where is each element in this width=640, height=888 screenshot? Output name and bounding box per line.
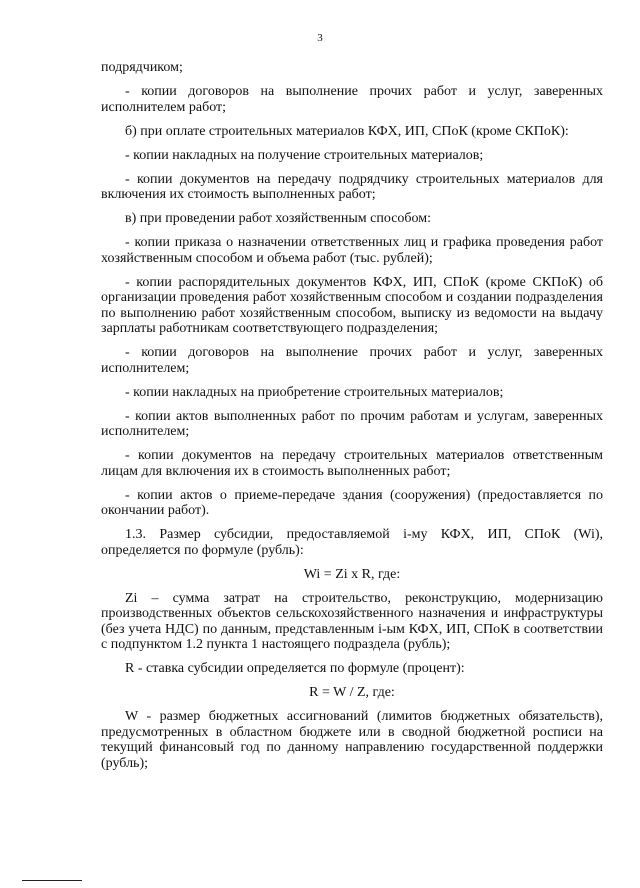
- list-item: - копии накладных на получение строительных материалов;: [125, 147, 484, 163]
- list-item: - копии договоров на выполнение прочих работ и услуг, заверенных исполнителем;: [101, 345, 603, 376]
- footnote-rule: [22, 880, 82, 881]
- list-item: - копии документов на передачу строительных материалов ответственным лицам для включения их в стоимость выполненных работ;: [101, 448, 603, 479]
- definition-w: W - размер бюджетных ассигнований (лимитов бюджетных обязательств), предусмотренных в областном бюджете или в сводной бюджетной росписи на текущий финансовый год по данному направлению государственной поддержки (рубль);: [101, 709, 603, 771]
- definition-zi: Zi – сумма затрат на строительство, реконструкцию, модернизацию производственных объектов сельскохозяйственного назначения и инфраструктуры (без учета НДС) по данным, представленным i-ым КФХ, ИП, СПоК в соответствии с подпунктом 1.2 пункта 1 настоящего подраздела (рубль);: [101, 590, 603, 652]
- formula-r: R = W / Z, где:: [309, 685, 395, 700]
- list-item: - копии накладных на приобретение строительных материалов;: [125, 384, 504, 400]
- list-item: - копии договоров на выполнение прочих работ и услуг, заверенных исполнителем работ;: [101, 84, 603, 115]
- list-item: - копии актов о приеме-передаче здания (сооружения) (предоставляется по окончании работ).: [101, 487, 603, 518]
- page-number: 3: [317, 32, 323, 44]
- document-body: [101, 60, 603, 780]
- section-paragraph: 1.3. Размер субсидии, предоставляемой i-му КФХ, ИП, СПоК (Wi), определяется по формуле (рубль):: [101, 527, 603, 558]
- subheading: б) при оплате строительных материалов КФХ, ИП, СПоК (кроме СКПоК):: [125, 123, 569, 139]
- list-item: - копии актов выполненных работ по прочим работам и услугам, заверенных исполнителем;: [101, 408, 603, 439]
- subheading: в) при проведении работ хозяйственным способом:: [125, 211, 432, 226]
- list-item: - копии приказа о назначении ответственных лиц и графика проведения работ хозяйственным способом и объема работ (тыс. рублей);: [101, 235, 603, 266]
- formula-wi: Wi = Zi x R, где:: [303, 566, 401, 582]
- list-item: - копии распорядительных документов КФХ, ИП, СПоК (кроме СКПоК) об организации проведения работ хозяйственным способом и создании подразделения по выполнению работ хозяйственным способом, выписку из ведомости на выдачу зарплаты работникам соответствующего подразделения;: [101, 274, 603, 336]
- list-item: - копии документов на передачу подрядчику строительных материалов для включения их стоимость выполненных работ;: [101, 171, 603, 202]
- definition-r: R - ставка субсидии определяется по формуле (процент):: [125, 661, 465, 676]
- paragraph: подрядчиком;: [101, 60, 183, 75]
